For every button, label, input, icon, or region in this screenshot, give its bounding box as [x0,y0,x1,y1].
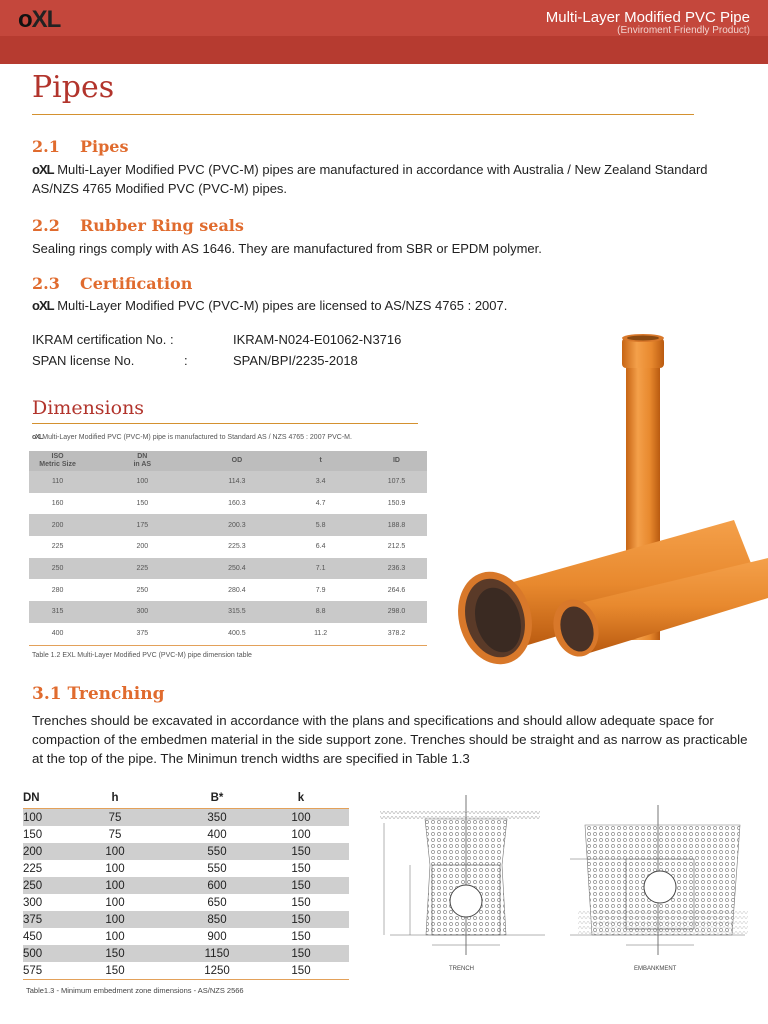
header-id: ID [392,457,400,464]
page-header [0,0,768,64]
table-row: 110 100 114.3 3.4 107.5 [29,471,427,493]
header-iso: ISO Metric Size [39,453,76,468]
trench-table-header: DN h B* k [23,788,349,809]
oxl-inline-logo: oXL [32,162,54,177]
table-row: 400 375 400.5 11.2 378.2 [29,623,427,646]
header-dn: DN in AS [133,453,152,468]
table-row: 225 100 550 150 [23,862,311,875]
oxl-inline-logo: oXL [32,298,54,313]
header-band [0,36,768,64]
table-row: 575 150 1250 150 [23,962,349,980]
dimension-table-caption: Table 1.2 EXL Multi-Layer Modified PVC (PVC-M) pipe dimension table [32,652,252,659]
table-row: 225 200 225.3 6.4 212.5 [51,543,406,551]
ikram-label: IKRAM certification No. : [32,332,174,347]
section-2-2-heading: 2.2 Rubber Ring seals [32,216,244,235]
dimensions-note: oXLMulti-Layer Modified PVC (PVC-M) pipe is manufactured to Standard AS / NZS 4765 : 2007 PVC-M. [32,434,352,441]
embankment-diagram [570,805,748,955]
oxl-inline-logo: oXL [32,434,43,441]
section-2-3-heading: 2.3 Certification [32,274,193,293]
table-row: 200 100 550 150 [23,843,349,860]
dimension-table [29,451,427,646]
dimensions-title: Dimensions [32,397,145,419]
span-label: SPAN license No. [32,353,135,368]
span-value: SPAN/BPI/2235-2018 [233,353,358,368]
table-row: 375 100 850 150 [23,911,349,928]
product-title: Multi-Layer Modified PVC Pipe [545,9,750,26]
trench-label: TRENCH [449,966,474,972]
product-subtitle: (Enviroment Friendly Product) [617,25,750,36]
trenching-text: Trenches should be excavated in accordance with the plans and specifications and should allow adequate space for compaction of the embedmen material in the side support zone. Trenches should be straight and as narrow as practicable at the top of the pipe. The Minimun trench widths are specified in Table 1.3 [32,713,748,766]
section-2-1-text: oXL Multi-Layer Modified PVC (PVC-M) pipes are manufactured in accordance with Australia / New Zealand Standard AS/NZS 4765 Modified PVC (PVC-M) pipes. [32,162,708,196]
span-colon: : [184,353,188,368]
table-row: 300 100 650 150 [23,896,311,909]
dimensions-rule [32,423,418,424]
pvc-pipe-illustration [440,330,768,670]
title-rule [32,114,694,115]
trenching-heading: 3.1 Trenching [32,684,165,704]
table-row: 100 75 350 100 [23,809,349,826]
table-row: 250 100 600 150 [23,877,349,894]
trench-diagram [380,795,545,955]
section-2-1-heading: 2.1 Pipes [32,137,129,156]
table-row: 315 300 315.5 8.8 298.0 [29,601,427,623]
section-2-3-text: oXL Multi-Layer Modified PVC (PVC-M) pipes are licensed to AS/NZS 4765 : 2007. [32,298,508,313]
dimension-table-header [29,451,427,471]
trench-embankment-diagram [370,795,755,965]
table-row: 250 225 250.4 7.1 236.3 [29,558,427,580]
embankment-label: EMBANKMENT [634,966,677,972]
table-row: 160 150 160.3 4.7 150.9 [51,500,406,508]
table-row: 150 75 400 100 [23,828,311,841]
section-2-2-text: Sealing rings comply with AS 1646. They are manufactured from SBR or EPDM polymer. [32,241,542,256]
header-t: t [319,457,322,464]
header-od: OD [231,457,243,464]
table-row: 500 150 1150 150 [23,945,349,962]
page-title: Pipes [32,70,115,105]
table-row: 280 250 280.4 7.9 264.6 [51,586,406,594]
oxl-logo: oXL [18,6,61,33]
trench-table-caption: Table1.3 - Minimum embedment zone dimensions - AS/NZS 2566 [26,986,244,995]
table-row: 200 175 200.3 5.8 188.8 [29,514,427,536]
trench-width-table [23,788,349,980]
table-row: 450 100 900 150 [23,930,311,943]
ikram-value: IKRAM-N024-E01062-N3716 [233,332,402,347]
